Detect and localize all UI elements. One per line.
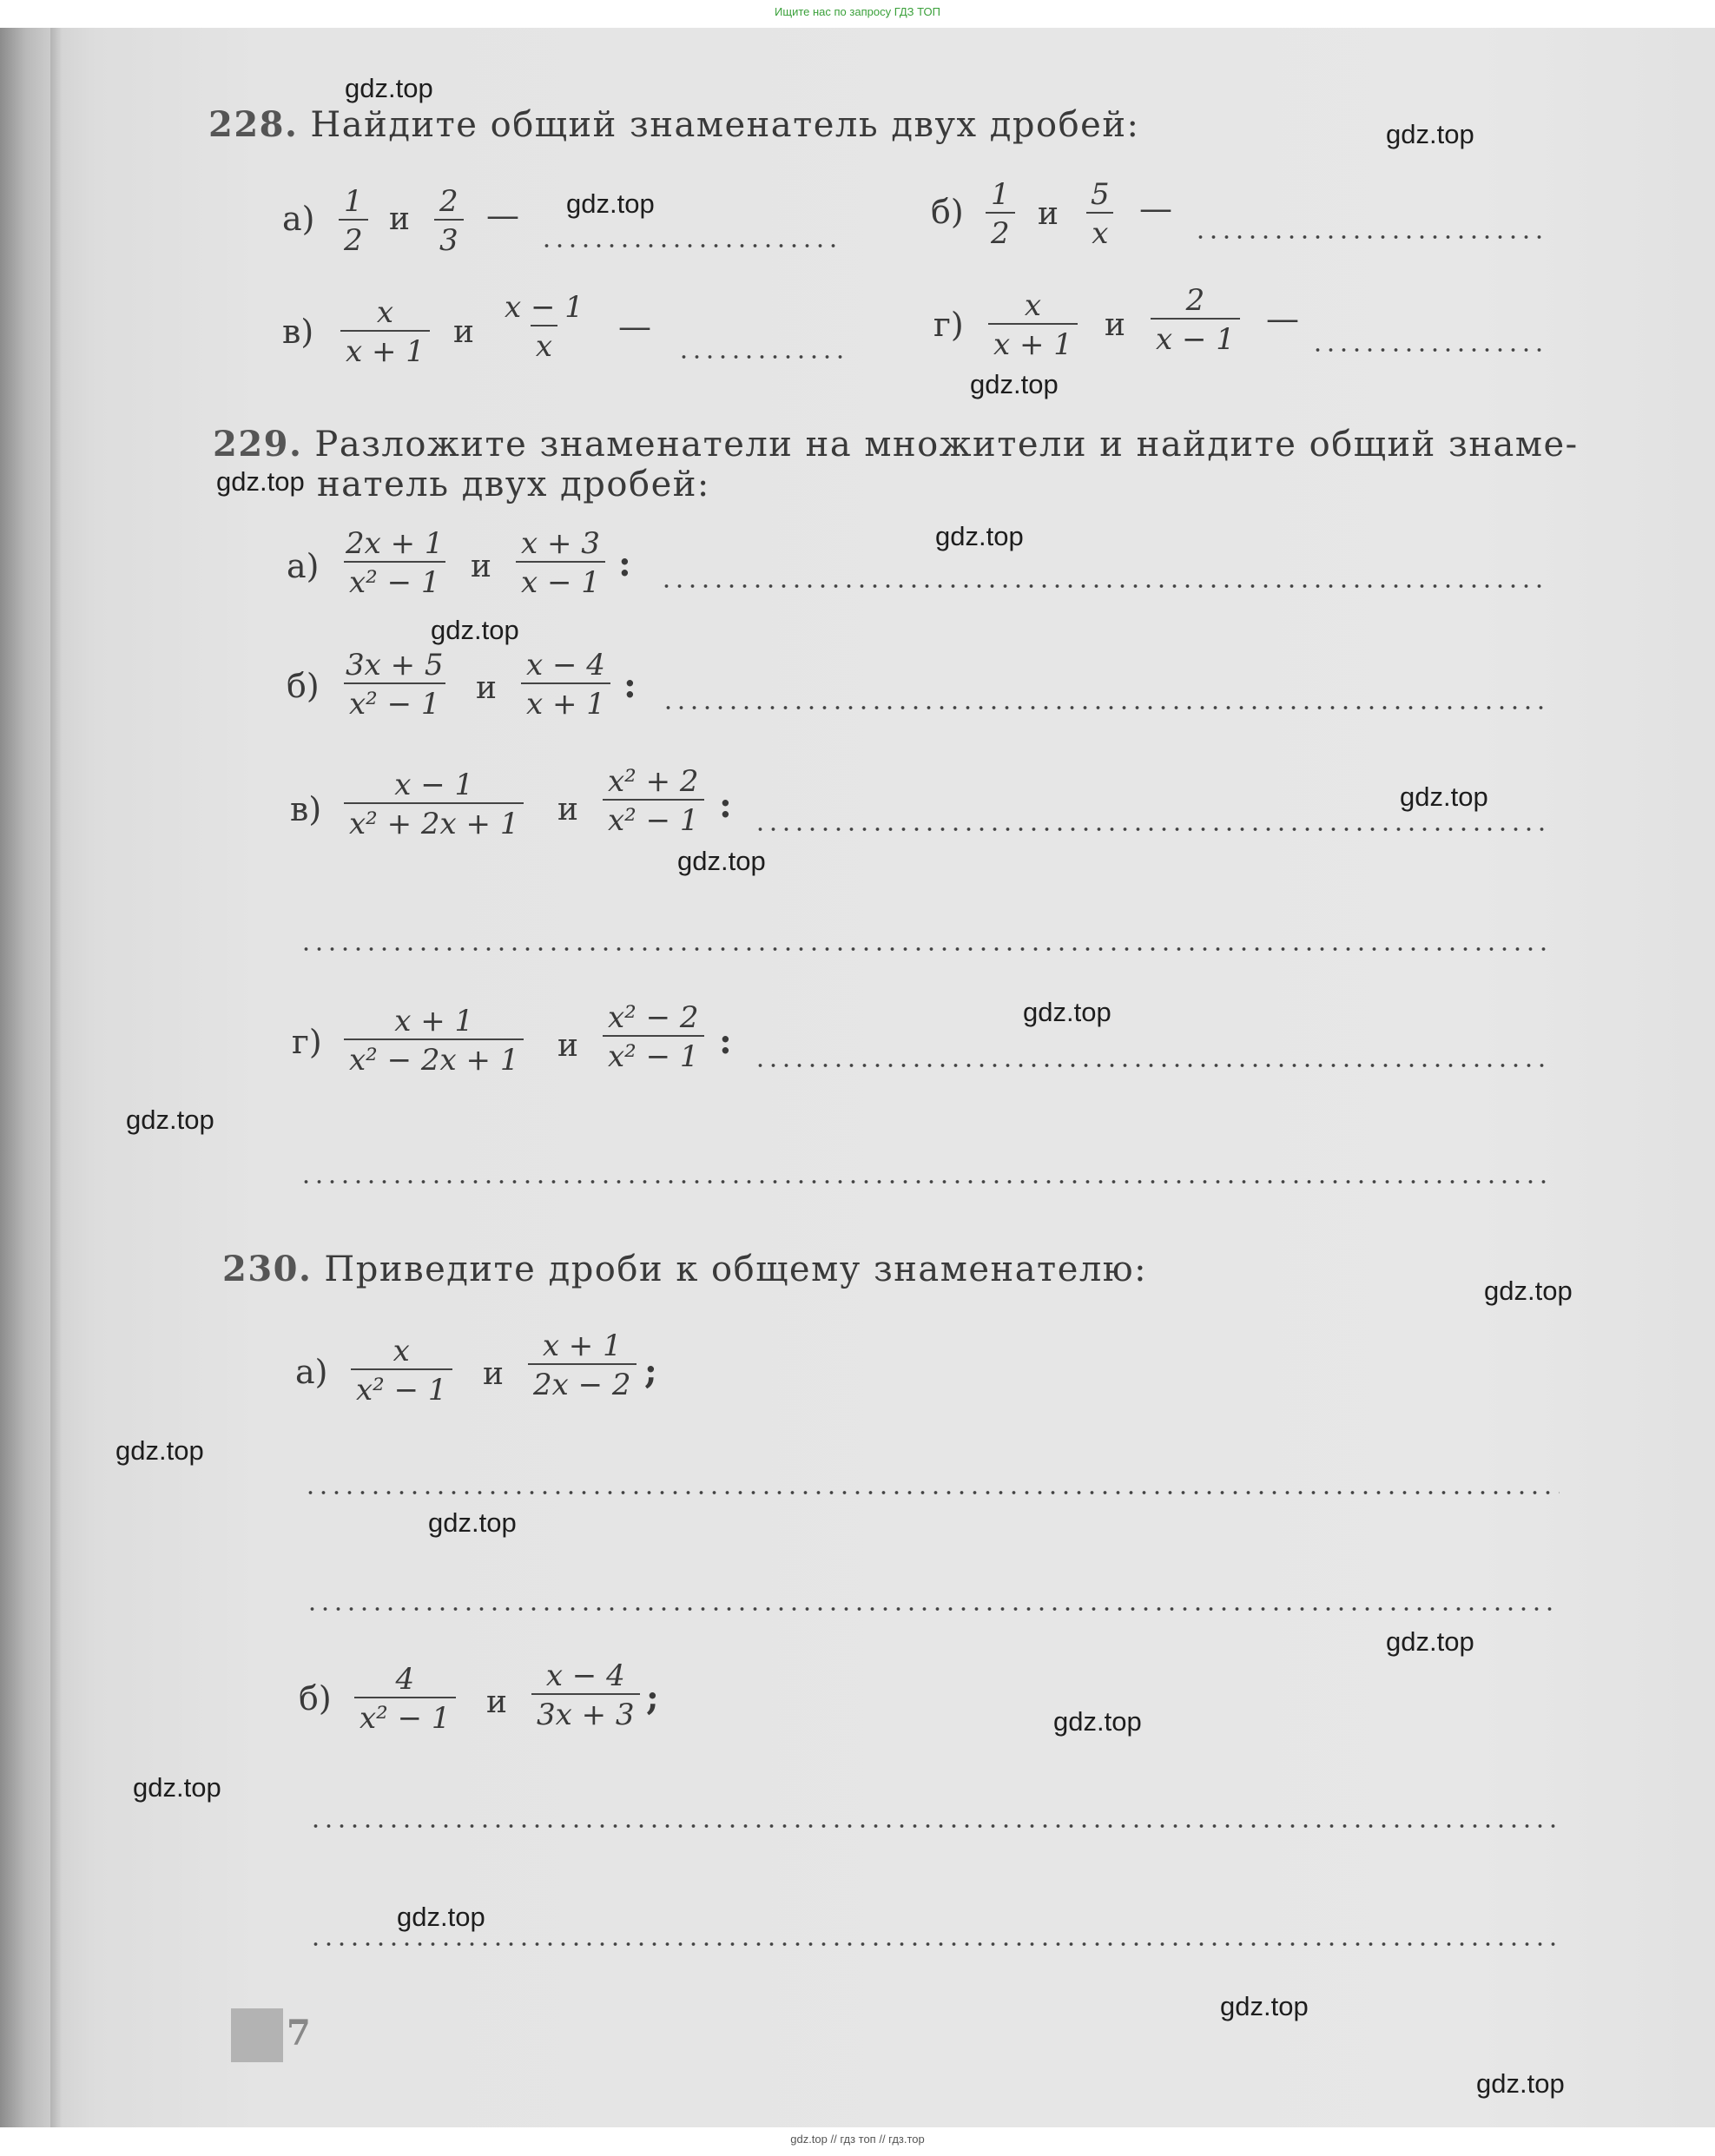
task-229-v-colon: : bbox=[719, 785, 732, 826]
task-230-a-fraction-2 bbox=[528, 1329, 637, 1402]
task-230-b-conjunction: и bbox=[486, 1685, 507, 1720]
numerator: x² + 2 bbox=[608, 764, 699, 799]
task-229-heading bbox=[213, 422, 1579, 467]
task-229-a-fraction-2 bbox=[516, 526, 605, 600]
task-229-g-answer-line-2 bbox=[300, 1179, 1550, 1184]
watermark: gdz.top bbox=[115, 1435, 204, 1466]
task-228-v-answer-line bbox=[677, 354, 842, 359]
task-228-g-fraction-2 bbox=[1151, 283, 1240, 357]
task-230-b-fraction-2 bbox=[531, 1658, 640, 1732]
denominator: x − 1 bbox=[1151, 318, 1240, 357]
task-229-b-colon: : bbox=[623, 665, 637, 706]
task-229-a-colon: : bbox=[618, 544, 631, 584]
task-230-b-fraction-1 bbox=[354, 1662, 456, 1736]
task-228-a-dash: — bbox=[486, 196, 519, 234]
denominator: x² − 1 bbox=[351, 1368, 452, 1408]
task-229-v-fraction-1 bbox=[344, 768, 524, 841]
page-spine-shadow bbox=[50, 28, 63, 2127]
task-228-label-b: б) bbox=[931, 193, 964, 231]
task-228-heading bbox=[208, 102, 1140, 148]
task-230-label-b: б) bbox=[299, 1679, 332, 1718]
watermark: gdz.top bbox=[566, 188, 655, 219]
denominator: 3x + 3 bbox=[531, 1693, 640, 1732]
task-230-b-answer-line-2 bbox=[309, 1942, 1561, 1947]
task-228-a-answer-line bbox=[540, 243, 842, 248]
task-229-a-fraction-1 bbox=[340, 526, 449, 600]
task-229-a-conjunction: и bbox=[471, 549, 491, 584]
watermark: gdz.top bbox=[677, 846, 766, 876]
watermark: gdz.top bbox=[1386, 119, 1474, 149]
task-228-g-conjunction: и bbox=[1105, 307, 1125, 343]
task-228-v-fraction-2 bbox=[499, 290, 589, 364]
task-230-a-answer-line-2 bbox=[306, 1606, 1560, 1612]
task-228-v-dash: — bbox=[618, 307, 651, 346]
watermark: gdz.top bbox=[345, 73, 433, 103]
denominator: x + 1 bbox=[521, 682, 610, 722]
numerator: x − 1 bbox=[505, 290, 584, 325]
task-229-label-b: б) bbox=[287, 667, 320, 705]
numerator: 2 bbox=[439, 184, 458, 219]
watermark: gdz.top bbox=[1476, 2068, 1565, 2099]
task-229-b-fraction-2 bbox=[521, 648, 610, 722]
denominator: x² − 1 bbox=[354, 1697, 456, 1736]
task-228-g-fraction-1 bbox=[988, 288, 1078, 362]
task-230-a-conjunction: и bbox=[483, 1356, 504, 1392]
task-229-v-conjunction: и bbox=[557, 792, 578, 827]
denominator: 2 bbox=[986, 212, 1015, 251]
watermark: gdz.top bbox=[431, 615, 519, 645]
task-228-b-dash: — bbox=[1139, 189, 1172, 227]
task-229-heading-line-2: натель двух дробей: bbox=[317, 465, 710, 504]
watermark: gdz.top bbox=[1053, 1706, 1142, 1737]
denominator: x bbox=[531, 325, 557, 364]
task-229-g-fraction-1 bbox=[344, 1004, 524, 1078]
page-number-box bbox=[231, 2008, 283, 2062]
watermark: gdz.top bbox=[1484, 1276, 1573, 1306]
denominator: x² − 2x + 1 bbox=[344, 1038, 524, 1078]
task-228-a-fraction-1 bbox=[339, 184, 368, 258]
watermark: gdz.top bbox=[1400, 781, 1488, 812]
task-228-b-fraction-1 bbox=[986, 177, 1015, 251]
numerator: 2x + 1 bbox=[346, 526, 444, 561]
watermark: gdz.top bbox=[935, 521, 1024, 551]
numerator: x − 1 bbox=[394, 768, 474, 802]
denominator: x + 1 bbox=[988, 323, 1078, 362]
watermark: gdz.top bbox=[1386, 1626, 1474, 1657]
watermark: gdz.top bbox=[1220, 1991, 1309, 2021]
task-229-b-conjunction: и bbox=[476, 670, 497, 706]
task-230-a-semicolon: ; bbox=[644, 1351, 657, 1392]
watermark: gdz.top bbox=[428, 1507, 517, 1538]
numerator: x + 1 bbox=[394, 1004, 474, 1038]
watermark: gdz.top bbox=[397, 1902, 485, 1932]
task-228-label-a: а) bbox=[282, 200, 315, 238]
numerator: 5 bbox=[1091, 177, 1110, 212]
numerator: x − 4 bbox=[526, 648, 605, 682]
denominator: x² − 1 bbox=[603, 799, 704, 838]
top-banner: Ищите нас по запросу ГДЗ ТОП bbox=[775, 5, 940, 18]
numerator: x − 4 bbox=[545, 1658, 625, 1693]
numerator: 3x + 5 bbox=[346, 648, 444, 682]
denominator: x + 1 bbox=[340, 330, 430, 369]
task-229-g-colon: : bbox=[719, 1021, 732, 1062]
task-229-label-g: г) bbox=[292, 1023, 322, 1061]
task-229-label-v: в) bbox=[290, 790, 322, 828]
page-number: 7 bbox=[287, 2013, 311, 2054]
task-229-a-answer-line bbox=[660, 584, 1549, 589]
numerator: 1 bbox=[344, 184, 363, 219]
task-230-b-semicolon: ; bbox=[646, 1678, 659, 1718]
denominator: x² − 1 bbox=[344, 561, 445, 600]
task-229-g-conjunction: и bbox=[557, 1028, 578, 1064]
task-229-b-fraction-1 bbox=[340, 648, 449, 722]
task-229-v-answer-line-1 bbox=[754, 827, 1551, 832]
task-228-g-dash: — bbox=[1266, 300, 1299, 338]
numerator: x + 3 bbox=[521, 526, 600, 561]
task-229-number: 229. bbox=[213, 424, 303, 465]
task-229-b-answer-line bbox=[662, 705, 1549, 710]
task-230-b-answer-line-1 bbox=[309, 1823, 1561, 1829]
task-230-a-fraction-1 bbox=[351, 1334, 452, 1408]
numerator: x bbox=[376, 295, 394, 330]
bottom-banner: gdz.top // гдз топ // гдз.тор bbox=[790, 2133, 925, 2146]
numerator: x² − 2 bbox=[608, 1000, 699, 1035]
numerator: x bbox=[1024, 288, 1042, 323]
denominator: x² − 1 bbox=[344, 682, 445, 722]
denominator: 2 bbox=[339, 219, 368, 258]
task-228-v-fraction-1 bbox=[340, 295, 430, 369]
numerator: 4 bbox=[395, 1662, 415, 1697]
task-230-number: 230. bbox=[222, 1249, 313, 1289]
task-228-label-v: в) bbox=[282, 313, 314, 351]
task-228-b-fraction-2 bbox=[1085, 177, 1115, 251]
task-229-g-fraction-2 bbox=[603, 1000, 704, 1074]
watermark: gdz.top bbox=[216, 466, 305, 497]
task-228-a-fraction-2 bbox=[434, 184, 464, 258]
task-228-g-answer-line bbox=[1311, 347, 1547, 353]
task-228-text: Найдите общий знаменатель двух дробей: bbox=[310, 105, 1140, 145]
denominator: 2x − 2 bbox=[528, 1363, 637, 1402]
task-228-label-g: г) bbox=[933, 306, 964, 344]
task-229-v-fraction-2 bbox=[603, 764, 704, 838]
task-229-g-answer-line-1 bbox=[754, 1063, 1551, 1068]
watermark: gdz.top bbox=[133, 1772, 221, 1803]
numerator: 1 bbox=[991, 177, 1010, 212]
watermark: gdz.top bbox=[1023, 997, 1111, 1027]
watermark: gdz.top bbox=[970, 369, 1059, 399]
denominator: x² + 2x + 1 bbox=[344, 802, 524, 841]
numerator: x + 1 bbox=[542, 1329, 622, 1363]
watermark: gdz.top bbox=[126, 1104, 214, 1135]
denominator: 3 bbox=[434, 219, 464, 258]
task-228-b-conjunction: и bbox=[1038, 196, 1059, 232]
denominator: x² − 1 bbox=[603, 1035, 704, 1074]
task-230-a-answer-line-1 bbox=[304, 1490, 1560, 1495]
denominator: x bbox=[1086, 212, 1113, 251]
task-228-v-conjunction: и bbox=[453, 314, 474, 350]
task-228-a-conjunction: и bbox=[389, 201, 410, 237]
scanned-page bbox=[0, 28, 1715, 2127]
task-228-b-answer-line bbox=[1194, 234, 1546, 240]
task-229-v-answer-line-2 bbox=[300, 946, 1550, 952]
task-229-text-line-1: Разложите знаменатели на множители и найдите общий знаме- bbox=[314, 425, 1579, 465]
task-228-number: 228. bbox=[208, 104, 299, 145]
task-229-label-a: а) bbox=[287, 547, 320, 585]
numerator: x bbox=[392, 1334, 410, 1368]
denominator: x − 1 bbox=[516, 561, 605, 600]
numerator: 2 bbox=[1185, 283, 1205, 318]
task-230-label-a: а) bbox=[295, 1353, 328, 1391]
task-230-text: Приведите дроби к общему знаменателю: bbox=[324, 1249, 1148, 1289]
task-230-heading bbox=[222, 1247, 1147, 1292]
